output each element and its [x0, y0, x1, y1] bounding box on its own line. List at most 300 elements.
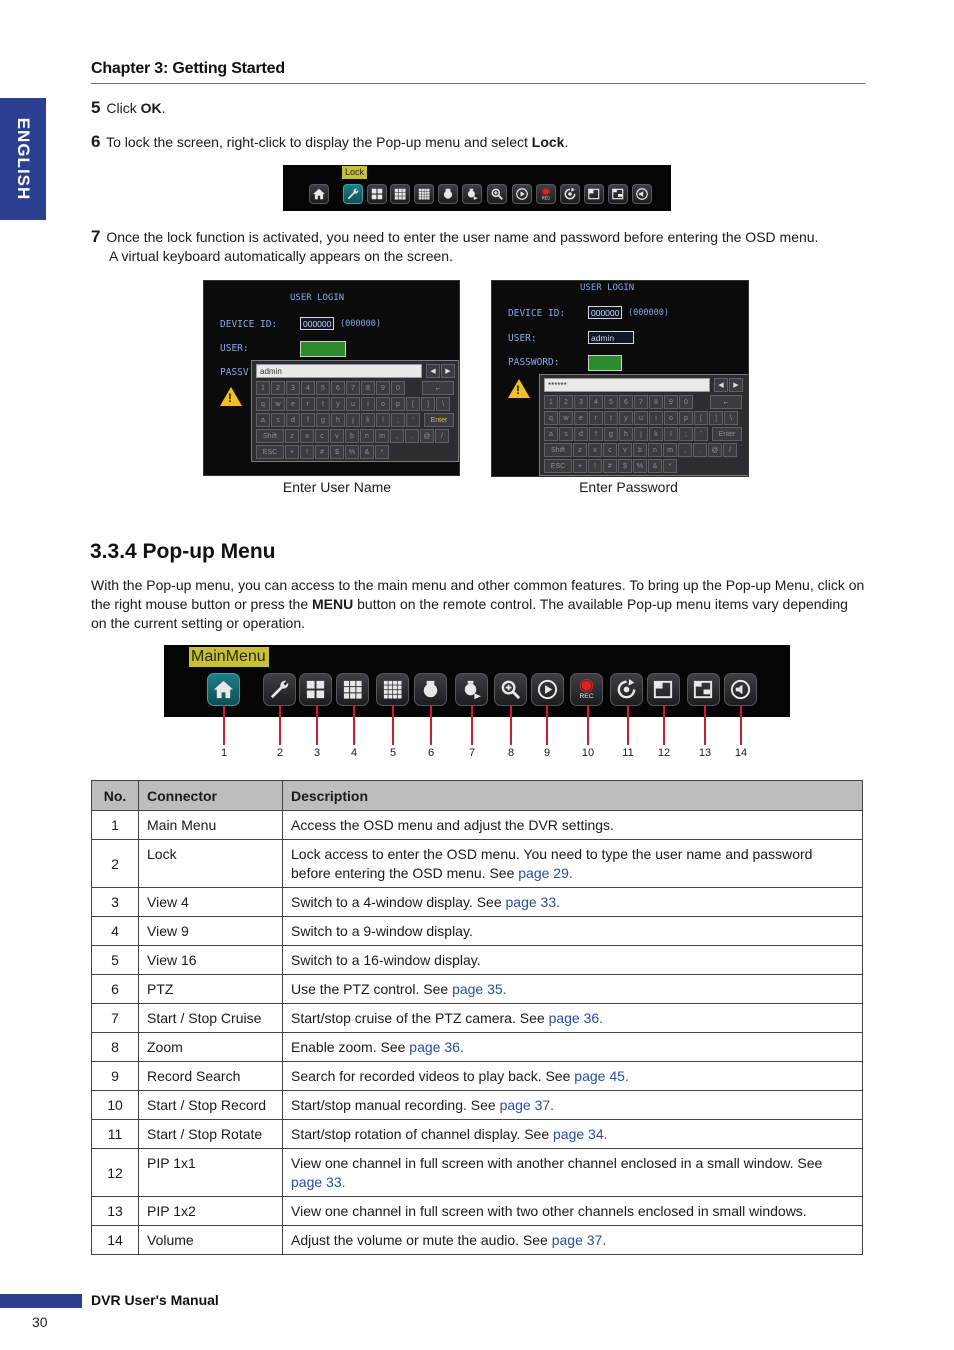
keyboard-key[interactable]: 2: [559, 395, 573, 409]
keyboard-key[interactable]: /: [435, 429, 449, 443]
keyboard-key[interactable]: /: [723, 443, 737, 457]
row-connector: Volume: [139, 1226, 283, 1255]
page-link[interactable]: page 34.: [553, 1126, 608, 1142]
keyboard-key[interactable]: 6: [619, 395, 633, 409]
row-description: [283, 946, 863, 975]
keyboard-key[interactable]: 6: [331, 381, 345, 395]
keyboard-key[interactable]: b: [633, 443, 647, 457]
popup-menu-table: [91, 780, 863, 1255]
keyboard-key[interactable]: u: [346, 397, 360, 411]
keyboard-key[interactable]: o: [376, 397, 390, 411]
keyboard-key[interactable]: ': [694, 427, 708, 441]
keyboard-key[interactable]: 0: [391, 381, 405, 395]
record-icon: [575, 678, 598, 701]
callout-line: [279, 705, 281, 745]
row-number: 13: [92, 1197, 139, 1226]
keyboard-key[interactable]: 8: [649, 395, 663, 409]
language-tab-label: ENGLISH: [14, 117, 33, 201]
table-row: [92, 1149, 863, 1197]
table-row: [92, 975, 863, 1004]
wrench-icon: [268, 678, 291, 701]
keyboard-key[interactable]: #: [603, 459, 617, 473]
page-link[interactable]: page 29.: [518, 865, 573, 881]
play-icon: [515, 187, 529, 201]
callout-line: [223, 705, 225, 745]
description-text: Switch to a 4-window display. See: [291, 894, 506, 910]
pip-1x1-icon: [587, 187, 601, 201]
table-row: [92, 1226, 863, 1255]
user-login-screen-password: [491, 280, 749, 477]
row-number: 5: [92, 946, 139, 975]
password-field[interactable]: [588, 355, 622, 371]
description-text: View one channel in full screen with two other channels enclosed in small windows.: [291, 1203, 807, 1219]
chevron-left-icon[interactable]: ◀: [714, 378, 728, 392]
keyboard-key[interactable]: ': [406, 413, 420, 427]
table-row: [92, 1033, 863, 1062]
keyboard-key[interactable]: 5: [316, 381, 330, 395]
lock-menu-pip-1x2-button[interactable]: [608, 184, 628, 204]
row-number: 12: [92, 1149, 139, 1197]
table-row: [92, 840, 863, 888]
caption-enter-user-name: Enter User Name: [282, 479, 392, 495]
rotate-icon: [615, 678, 638, 701]
user-field[interactable]: [300, 341, 346, 357]
row-number: 1: [92, 811, 139, 840]
keyboard-key[interactable]: h: [331, 413, 345, 427]
row-number: 10: [92, 1091, 139, 1120]
ptz-cruise-icon: [465, 187, 479, 201]
description-text: Start/stop manual recording. See: [291, 1097, 500, 1113]
step-text: Click: [106, 100, 141, 116]
callout-line: [430, 705, 432, 745]
row-connector: View 16: [139, 946, 283, 975]
chevron-right-icon[interactable]: ▶: [729, 378, 743, 392]
description-text: Switch to a 9-window display.: [291, 923, 473, 939]
keyboard-key[interactable]: f: [589, 427, 603, 441]
caption-enter-password: Enter Password: [579, 479, 678, 495]
keyboard-key[interactable]: 9: [664, 395, 678, 409]
row-number: 3: [92, 888, 139, 917]
wrench-icon: [346, 187, 360, 201]
keyboard-key[interactable]: [: [406, 397, 420, 411]
popup-pip-1x1-button[interactable]: [647, 673, 680, 706]
keyboard-key[interactable]: ]: [709, 411, 723, 425]
virtual-keyboard: [539, 374, 749, 476]
lock-tooltip: Lock: [342, 166, 367, 179]
enter-key[interactable]: Enter: [424, 413, 454, 427]
page-link[interactable]: page 33.: [505, 894, 561, 910]
ptz-camera-icon: [441, 187, 455, 201]
row-number: 7: [92, 1004, 139, 1033]
row-number: 2: [92, 840, 139, 888]
row-number: 8: [92, 1033, 139, 1062]
keyboard-key[interactable]: #: [315, 445, 329, 459]
keyboard-key[interactable]: d: [286, 413, 300, 427]
description-text: Lock access to enter the OSD menu. You need to type the user name and password before entering the OSD menu. See: [291, 846, 813, 881]
description-text: Start/stop cruise of the PTZ camera. See: [291, 1010, 549, 1026]
keyboard-key[interactable]: &: [360, 445, 374, 459]
row-description: [283, 1062, 863, 1091]
keyboard-key[interactable]: @: [708, 443, 722, 457]
keyboard-key[interactable]: z: [573, 443, 587, 457]
header-connector: Connector: [139, 781, 283, 811]
keyboard-key[interactable]: h: [619, 427, 633, 441]
keyboard-key[interactable]: t: [604, 411, 618, 425]
lock-menu-record-button[interactable]: [536, 184, 556, 204]
row-number: 11: [92, 1120, 139, 1149]
popup-pip-1x2-button[interactable]: [687, 673, 720, 706]
keyboard-key[interactable]: k: [649, 427, 663, 441]
para-text: With the Pop-up menu, you can access to the main menu and other common features. To bring up the Pop-up Menu, click on the right mouse button or press the: [91, 577, 865, 612]
lock-menu-wrench-button[interactable]: [343, 184, 363, 204]
table-row: [92, 811, 863, 840]
row-connector: PIP 1x1: [139, 1149, 283, 1197]
keyboard-key[interactable]: k: [361, 413, 375, 427]
keyboard-key[interactable]: 4: [589, 395, 603, 409]
keyboard-key[interactable]: $: [618, 459, 632, 473]
lock-menu-ptz-camera-button[interactable]: [438, 184, 458, 204]
keyboard-key[interactable]: +: [285, 445, 299, 459]
lock-menu-pip-1x1-button[interactable]: [584, 184, 604, 204]
page-link[interactable]: page 45.: [574, 1068, 629, 1084]
callout-number: 1: [220, 747, 228, 759]
keyboard-key[interactable]: j: [346, 413, 360, 427]
row-connector: View 9: [139, 917, 283, 946]
row-number: 4: [92, 917, 139, 946]
section-heading: 3.3.4 Pop-up Menu: [90, 540, 276, 563]
keyboard-key[interactable]: e: [574, 411, 588, 425]
keyboard-key[interactable]: [: [694, 411, 708, 425]
popup-volume-button[interactable]: [724, 673, 757, 706]
keyboard-key[interactable]: @: [420, 429, 434, 443]
row-description: [283, 811, 863, 840]
keyboard-key[interactable]: !: [300, 445, 314, 459]
backspace-key[interactable]: ←: [710, 395, 742, 409]
page-link[interactable]: page 37.: [551, 1232, 607, 1248]
keyboard-key[interactable]: ESC: [256, 445, 284, 459]
grid-4-icon: [370, 187, 384, 201]
callout-number: 4: [350, 747, 358, 759]
keyboard-key[interactable]: i: [361, 397, 375, 411]
keyboard-input[interactable]: admin: [256, 364, 422, 378]
para-bold: MENU: [312, 596, 354, 612]
keyboard-key[interactable]: \: [724, 411, 738, 425]
keyboard-key[interactable]: j: [634, 427, 648, 441]
keyboard-key[interactable]: %: [345, 445, 359, 459]
keyboard-key[interactable]: v: [618, 443, 632, 457]
keyboard-key[interactable]: Shift: [544, 443, 572, 457]
keyboard-key[interactable]: g: [604, 427, 618, 441]
section-paragraph: [91, 576, 866, 633]
callout-line: [353, 705, 355, 745]
lock-menu-ptz-cruise-button[interactable]: [462, 184, 482, 204]
description-text: Adjust the volume or mute the audio. See: [291, 1232, 552, 1248]
device-id-field[interactable]: 000000: [588, 306, 622, 319]
description-text: Enable zoom. See: [291, 1039, 410, 1055]
page-link[interactable]: page 36.: [548, 1010, 604, 1026]
keyboard-key[interactable]: x: [300, 429, 314, 443]
volume-icon: [729, 678, 752, 701]
user-field[interactable]: admin: [588, 331, 634, 344]
keyboard-key[interactable]: a: [256, 413, 270, 427]
keyboard-key[interactable]: f: [301, 413, 315, 427]
keyboard-key[interactable]: m: [663, 443, 677, 457]
row-description: [283, 1033, 863, 1062]
description-text: Search for recorded videos to play back. See: [291, 1068, 575, 1084]
keyboard-key[interactable]: *: [375, 445, 389, 459]
lock-menu-play-button[interactable]: [512, 184, 532, 204]
grid-4-icon: [304, 678, 327, 701]
keyboard-key[interactable]: w: [559, 411, 573, 425]
row-description: [283, 1226, 863, 1255]
callout-line: [627, 705, 629, 745]
chevron-right-icon[interactable]: ▶: [441, 364, 455, 378]
step-7: [91, 227, 866, 266]
keyboard-key[interactable]: q: [256, 397, 270, 411]
row-description: [283, 1197, 863, 1226]
popup-ptz-camera-button[interactable]: [414, 673, 447, 706]
lock-menu-grid-16-button[interactable]: [414, 184, 434, 204]
table-row: [92, 1120, 863, 1149]
keyboard-key[interactable]: a: [544, 427, 558, 441]
rec-text: REC: [579, 693, 594, 701]
popup-ptz-cruise-button[interactable]: [455, 673, 488, 706]
step-bold: OK: [140, 100, 162, 116]
keyboard-key[interactable]: 0: [679, 395, 693, 409]
keyboard-key[interactable]: q: [544, 411, 558, 425]
keyboard-key[interactable]: ;: [391, 413, 405, 427]
keyboard-key[interactable]: ,: [678, 443, 692, 457]
keyboard-key[interactable]: p: [391, 397, 405, 411]
keyboard-key[interactable]: u: [634, 411, 648, 425]
keyboard-key[interactable]: e: [286, 397, 300, 411]
callout-line: [510, 705, 512, 745]
lock-menu-grid-4-button[interactable]: [367, 184, 387, 204]
keyboard-key[interactable]: t: [316, 397, 330, 411]
popup-grid-16-button[interactable]: [376, 673, 409, 706]
step-number: 7: [91, 227, 101, 246]
callout-number: 10: [581, 747, 595, 759]
chevron-left-icon[interactable]: ◀: [426, 364, 440, 378]
keyboard-key[interactable]: ;: [679, 427, 693, 441]
description-text: Switch to a 16-window display.: [291, 952, 481, 968]
keyboard-key[interactable]: x: [588, 443, 602, 457]
login-title: USER LOGIN: [290, 293, 345, 303]
zoom-icon: [499, 678, 522, 701]
keyboard-key[interactable]: \: [436, 397, 450, 411]
keyboard-key[interactable]: 4: [301, 381, 315, 395]
user-login-screen-username: [203, 280, 460, 476]
footer-title: DVR User's Manual: [91, 1292, 219, 1308]
row-connector: Record Search: [139, 1062, 283, 1091]
header-no: No.: [92, 781, 139, 811]
keyboard-key[interactable]: Shift: [256, 429, 284, 443]
lock-menu-volume-button[interactable]: [632, 184, 652, 204]
keyboard-key[interactable]: r: [301, 397, 315, 411]
row-connector: Main Menu: [139, 811, 283, 840]
row-connector: Start / Stop Record: [139, 1091, 283, 1120]
keyboard-key[interactable]: 2: [271, 381, 285, 395]
lock-menu-zoom-button[interactable]: [487, 184, 507, 204]
keyboard-key[interactable]: r: [589, 411, 603, 425]
keyboard-key[interactable]: +: [573, 459, 587, 473]
row-connector: View 4: [139, 888, 283, 917]
row-connector: Start / Stop Cruise: [139, 1004, 283, 1033]
keyboard-key[interactable]: b: [345, 429, 359, 443]
popup-rotate-button[interactable]: [610, 673, 643, 706]
table-row: [92, 917, 863, 946]
popup-record-button[interactable]: [570, 673, 603, 706]
step-text-continued: A virtual keyboard automatically appears on the screen.: [109, 248, 453, 264]
grid-16-icon: [417, 187, 431, 201]
callout-line: [704, 705, 706, 745]
description-text: Use the PTZ control. See: [291, 981, 453, 997]
grid-16-icon: [381, 678, 404, 701]
warning-icon: [508, 379, 530, 398]
keyboard-key[interactable]: w: [271, 397, 285, 411]
keyboard-key[interactable]: n: [648, 443, 662, 457]
keyboard-key[interactable]: v: [330, 429, 344, 443]
callout-number: 8: [507, 747, 515, 759]
table-row: [92, 946, 863, 975]
description-text: Start/stop rotation of channel display. See: [291, 1126, 554, 1142]
row-description: [283, 975, 863, 1004]
step-text-end: .: [161, 100, 166, 116]
popup-home-button[interactable]: [207, 673, 240, 706]
step-number: 5: [91, 98, 101, 117]
chapter-title: Chapter 3: Getting Started: [91, 60, 285, 77]
table-header-row: [92, 781, 863, 811]
keyboard-key[interactable]: m: [375, 429, 389, 443]
keyboard-key[interactable]: 3: [286, 381, 300, 395]
enter-key[interactable]: Enter: [712, 427, 742, 441]
keyboard-key[interactable]: ,: [390, 429, 404, 443]
device-id-label: DEVICE ID:: [220, 319, 278, 330]
keyboard-key[interactable]: *: [663, 459, 677, 473]
callout-line: [392, 705, 394, 745]
ptz-camera-icon: [419, 678, 442, 701]
lock-menu-rotate-button[interactable]: [560, 184, 580, 204]
step-number: 6: [91, 132, 101, 151]
keyboard-key[interactable]: 5: [604, 395, 618, 409]
lock-menu-home-button[interactable]: [309, 184, 329, 204]
callout-number: 13: [698, 747, 712, 759]
device-id-hint: (000000): [628, 308, 669, 318]
keyboard-key[interactable]: o: [664, 411, 678, 425]
keyboard-key[interactable]: s: [271, 413, 285, 427]
keyboard-key[interactable]: %: [633, 459, 647, 473]
callout-number: 3: [313, 747, 321, 759]
rec-text: REC: [541, 195, 551, 201]
keyboard-key[interactable]: z: [285, 429, 299, 443]
callout-number: 12: [657, 747, 671, 759]
callout-number: 11: [622, 747, 634, 759]
page-link[interactable]: page 36.: [409, 1039, 464, 1055]
keyboard-key[interactable]: y: [331, 397, 345, 411]
user-label: USER:: [508, 333, 537, 344]
keyboard-key[interactable]: ]: [421, 397, 435, 411]
step-bold: Lock: [531, 134, 565, 150]
keyboard-key[interactable]: 8: [361, 381, 375, 395]
password-label: PASSWORD:: [508, 357, 560, 368]
keyboard-key[interactable]: 1: [544, 395, 558, 409]
home-icon: [212, 678, 235, 701]
keyboard-key[interactable]: s: [559, 427, 573, 441]
lock-menu-grid-9-button[interactable]: [390, 184, 410, 204]
popup-grid-9-button[interactable]: [336, 673, 369, 706]
keyboard-key[interactable]: p: [679, 411, 693, 425]
table-row: [92, 888, 863, 917]
keyboard-key[interactable]: $: [330, 445, 344, 459]
para-text-end: button on the remote control. The available Pop-up menu items vary depending on the current setting or operation.: [91, 596, 848, 631]
keyboard-key[interactable]: 3: [574, 395, 588, 409]
callout-number: 9: [543, 747, 551, 759]
pip-1x1-icon: [652, 678, 675, 701]
page-link[interactable]: page 37.: [499, 1097, 555, 1113]
keyboard-key[interactable]: .: [693, 443, 707, 457]
callout-number: 5: [389, 747, 397, 759]
step-text-end: .: [564, 134, 569, 150]
record-icon: [539, 187, 553, 201]
page-link[interactable]: page 35.: [452, 981, 507, 997]
keyboard-key[interactable]: l: [664, 427, 678, 441]
popup-zoom-button[interactable]: [494, 673, 527, 706]
keyboard-key[interactable]: !: [588, 459, 602, 473]
popup-wrench-button[interactable]: [263, 673, 296, 706]
keyboard-key[interactable]: i: [649, 411, 663, 425]
row-number: 9: [92, 1062, 139, 1091]
rotate-icon: [563, 187, 577, 201]
grid-9-icon: [341, 678, 364, 701]
virtual-keyboard: [251, 360, 459, 462]
zoom-icon: [490, 187, 504, 201]
row-description: [283, 917, 863, 946]
callout-number: 14: [734, 747, 748, 759]
keyboard-key[interactable]: y: [619, 411, 633, 425]
keyboard-key[interactable]: c: [603, 443, 617, 457]
callout-line: [740, 705, 742, 745]
keyboard-key[interactable]: ESC: [544, 459, 572, 473]
row-description: [283, 1149, 863, 1197]
callout-line: [316, 705, 318, 745]
keyboard-key[interactable]: l: [376, 413, 390, 427]
row-number: 6: [92, 975, 139, 1004]
popup-play-button[interactable]: [531, 673, 564, 706]
keyboard-input[interactable]: ******: [544, 378, 710, 392]
keyboard-key[interactable]: 7: [346, 381, 360, 395]
keyboard-key[interactable]: 7: [634, 395, 648, 409]
keyboard-key[interactable]: 9: [376, 381, 390, 395]
page-link[interactable]: page 33.: [291, 1174, 346, 1190]
backspace-key[interactable]: ←: [422, 381, 454, 395]
callout-line: [546, 705, 548, 745]
popup-grid-4-button[interactable]: [299, 673, 332, 706]
row-connector: Start / Stop Rotate: [139, 1120, 283, 1149]
main-menu-tooltip: MainMenu: [189, 647, 269, 667]
keyboard-key[interactable]: 1: [256, 381, 270, 395]
keyboard-key[interactable]: &: [648, 459, 662, 473]
keyboard-key[interactable]: g: [316, 413, 330, 427]
keyboard-key[interactable]: d: [574, 427, 588, 441]
keyboard-key[interactable]: c: [315, 429, 329, 443]
table-row: [92, 1004, 863, 1033]
keyboard-key[interactable]: n: [360, 429, 374, 443]
login-title: USER LOGIN: [580, 283, 635, 293]
keyboard-key[interactable]: .: [405, 429, 419, 443]
table-row: [92, 1091, 863, 1120]
callout-number: 7: [468, 747, 476, 759]
device-id-field[interactable]: 000000: [300, 317, 334, 330]
